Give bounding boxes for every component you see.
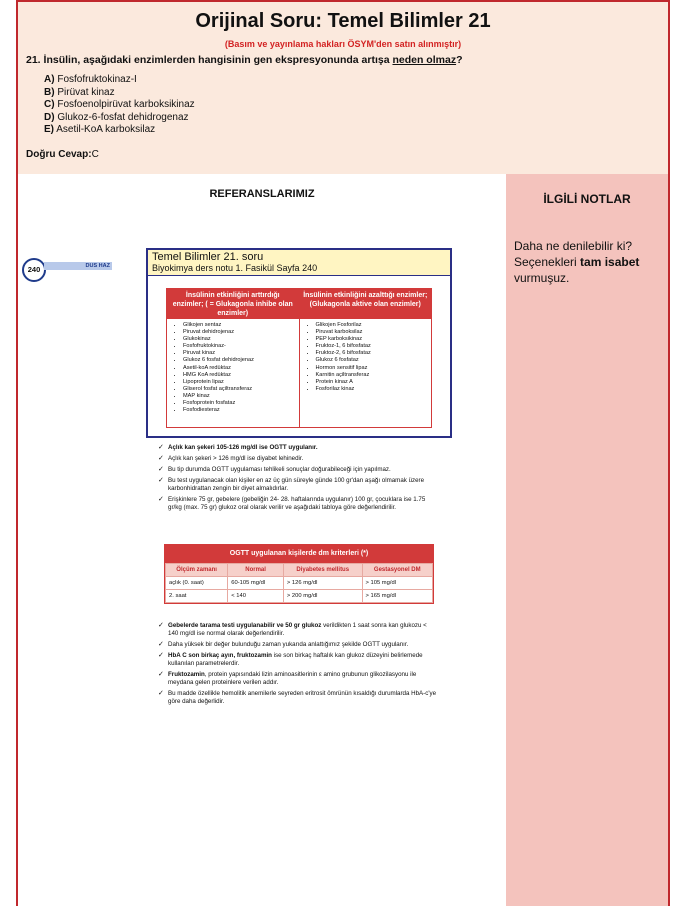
enzyme-item: • Glikojen sentaz: [183, 322, 299, 329]
notes-column: [506, 174, 668, 906]
bullet-text: Daha yüksek bir değer bulunduğu zaman yukarıda anlattığımız şekilde OGTT uygulanır.: [168, 641, 409, 648]
enzyme-item: • Protein kinaz A: [316, 379, 432, 386]
option-b: [44, 87, 195, 100]
bullet-text: , protein yapısındaki lizin aminoasitlerinin ε amino grubunun glikozilasyonu ile meydana gelen proteinlere verilen addır.: [168, 671, 417, 686]
answer-value: C: [91, 149, 99, 160]
question-end: ?: [456, 54, 463, 66]
bullet-text: Bu madde özellikle hemolitik anemilerle seyreden eritrosit ömrünün kısaldığı durumlarda HbA-c'ye göre daha değerlidir.: [168, 690, 437, 705]
enzyme-item: • Fosfofruktokinaz-: [183, 343, 299, 350]
ogtt-cell: > 200 mg/dl: [283, 590, 362, 603]
bullet-bold: Fruktozamin: [168, 671, 205, 678]
references-column: [18, 174, 506, 906]
enzyme-table: [166, 288, 432, 428]
ogtt-header-cell: Gestasyonel DM: [362, 564, 432, 577]
copyright-note: (Basım ve yayınlama hakları ÖSYM'den satın alınmıştır): [224, 39, 462, 49]
bullet-item: [158, 652, 438, 668]
enzyme-item: • Fruktoz-2, 6 bifosfataz: [316, 350, 432, 357]
enzyme-item: • Glukoz 6 fosfat dehidrojenaz: [183, 357, 299, 364]
page-badge: 240: [22, 258, 46, 282]
ogtt-cell: > 105 mg/dl: [362, 577, 432, 590]
bullet-bold: HbA C son birkaç ayın, fruktozamin: [168, 652, 272, 659]
bullet-item: [158, 444, 438, 452]
ogtt-row: [166, 590, 433, 603]
enzyme-item: • Glikojen Fosforilaz: [316, 322, 432, 329]
ogtt-cell: < 140: [228, 590, 284, 603]
ogtt-table: [164, 544, 434, 604]
reference-caption: [148, 250, 450, 276]
ogtt-header-cell: Ölçüm zamanı: [166, 564, 228, 577]
enzyme-item: • Fosfodiesteraz: [183, 407, 299, 414]
answer-options: [44, 74, 195, 137]
notes-text-bold: tam isabet: [580, 255, 640, 269]
enzyme-item: • Glukoz 6 fosfataz: [316, 357, 432, 364]
bullet-item: [158, 622, 438, 638]
bullet-item: [158, 671, 438, 687]
question-header: [18, 2, 668, 174]
question-text: [26, 54, 463, 66]
bullet-item: [158, 641, 438, 649]
enzyme-col-header: İnsülinin etkinliğini azalttığı enzimler; (Glukagonla aktive olan enzimler): [300, 289, 432, 319]
bullet-text: ise son birkaç haftalık kan glukoz düzeyini belirlemede kullanılan parametrelerdir.: [168, 652, 423, 667]
ogtt-grid: [165, 563, 433, 603]
bullet-list-bottom: [158, 622, 438, 709]
ogtt-cell: 60-105 mg/dl: [228, 577, 284, 590]
ogtt-row: [166, 577, 433, 590]
option-a: [44, 74, 195, 87]
enzyme-item: • Piruvat karboksilaz: [316, 329, 432, 336]
option-text: Fosfoenolpirüvat karboksikinaz: [57, 99, 195, 110]
ogtt-cell: > 165 mg/dl: [362, 590, 432, 603]
enzyme-item: • Piruvat dehidrojenaz: [183, 329, 299, 336]
option-letter: A): [44, 74, 55, 85]
enzyme-col-header: İnsülinin etkinliğini arttırdığı enzimler; ( = Glukagonla inhibe olan enzimler): [167, 289, 299, 319]
enzyme-col-decrease: [300, 289, 432, 427]
option-text: Pirüvat kinaz: [57, 86, 115, 98]
references-heading: REFERANSLARIMIZ: [209, 188, 315, 200]
enzyme-item: • Glukokinaz: [183, 336, 299, 343]
option-letter: E): [44, 124, 54, 135]
caption-source: Biyokimya ders notu 1. Fasikül Sayfa 240: [152, 263, 318, 273]
side-strip: DUS HAZ: [44, 262, 112, 270]
bullet-bold: Açlık kan şekeri 105-126 mg/dl ise OGTT uygulanır.: [168, 444, 318, 451]
enzyme-item: • HMG KoA redüktaz: [183, 372, 299, 379]
enzyme-item: • Lipoprotein lipaz: [183, 379, 299, 386]
ogtt-cell: 2. saat: [166, 590, 228, 603]
notes-text: [514, 238, 662, 286]
enzyme-list: [300, 322, 432, 393]
enzyme-list: [167, 322, 299, 414]
option-text: Fosfofruktokinaz-I: [57, 74, 137, 85]
ogtt-header-cell: Diyabetes mellitus: [283, 564, 362, 577]
bullet-item: [158, 466, 438, 474]
option-e: [44, 124, 195, 137]
option-letter: C): [44, 99, 55, 110]
question-number: 21.: [26, 54, 41, 66]
enzyme-item: • Fosforilaz kinaz: [316, 386, 432, 393]
enzyme-item: • Karnitin açiltransferaz: [316, 372, 432, 379]
bullet-item: [158, 477, 438, 493]
question-body: İnsülin, aşağıdaki enzimlerden hangisinin gen ekspresyonunda artışa: [43, 54, 390, 66]
enzyme-item: • Fruktoz-1, 6 bifosfataz: [316, 343, 432, 350]
option-letter: D): [44, 111, 55, 123]
notes-heading: İLGİLİ NOTLAR: [543, 192, 631, 206]
enzyme-item: • Piruvat kinaz: [183, 350, 299, 357]
enzyme-item: • Hormon sensitif lipaz: [316, 365, 432, 372]
enzyme-item: • Asetil-koA redüktaz: [183, 365, 299, 372]
bullet-item: [158, 455, 438, 463]
enzyme-item: • PEP karboksikinaz: [316, 336, 432, 343]
option-letter: B): [44, 86, 55, 98]
option-d: [44, 112, 195, 125]
enzyme-item: • MAP kinaz: [183, 393, 299, 400]
ogtt-header-cell: Normal: [228, 564, 284, 577]
answer-label: Doğru Cevap:: [26, 149, 92, 160]
question-emphasis: neden olmaz: [392, 54, 457, 66]
notes-text-end: vurmuşuz.: [514, 271, 570, 285]
correct-answer: [26, 149, 99, 160]
notes-text-start: Daha ne denilebilir ki? Seçenekleri: [514, 239, 633, 269]
ogtt-title: OGTT uygulanan kişilerde dm kriterleri (*): [165, 545, 433, 563]
enzyme-col-increase: [167, 289, 300, 427]
enzyme-item: • Gliserol fosfat açiltransferaz: [183, 386, 299, 393]
bullet-text: Bu test uygulanacak olan kişiler en az üç gün süreyle günde 100 gr'dan aşağı olmamak üzere karbonhidrattan zengin bir diyet almalıdırlar.: [168, 477, 425, 492]
page-frame: [16, 0, 670, 906]
bullet-item: [158, 496, 438, 512]
bullet-text: Açlık kan şekeri > 126 mg/dl ise diyabet lehinedir.: [168, 455, 304, 462]
page-title: Orijinal Soru: Temel Bilimler 21: [195, 10, 491, 32]
ogtt-cell: > 126 mg/dl: [283, 577, 362, 590]
enzyme-item: • Fosfoprotein fosfataz: [183, 400, 299, 407]
bullet-list-top: [158, 444, 438, 515]
ogtt-cell: açlık (0. saat): [166, 577, 228, 590]
reference-box: [146, 248, 452, 438]
option-text: Glukoz-6-fosfat dehidrogenaz: [57, 111, 189, 123]
option-text: Asetil-KoA karboksilaz: [56, 124, 156, 135]
bullet-text: verildikten 1 saat sonra kan glukozu < 140 mg/dl ise normal olarak değerlendirilir.: [168, 622, 427, 637]
bullet-item: [158, 690, 438, 706]
bullet-bold: Gebelerde tarama testi uygulanabilir ve 50 gr glukoz: [168, 622, 322, 629]
caption-title: Temel Bilimler 21. soru: [152, 251, 264, 263]
bullet-text: Erişkinlere 75 gr, gebelere (gebeliğin 24- 28. haftalarında uygulanır) 100 gr, çocuklara ise 1.75 gr/kg (max. 75 gr) glukoz oral olarak verilir ve aşağıdaki tabloya göre değerlendirilir.: [168, 496, 426, 511]
bullet-text: Bu tip durumda OGTT uygulaması tehlikeli sonuçlar doğurabileceği için yapılmaz.: [168, 466, 391, 473]
option-c: [44, 99, 195, 112]
